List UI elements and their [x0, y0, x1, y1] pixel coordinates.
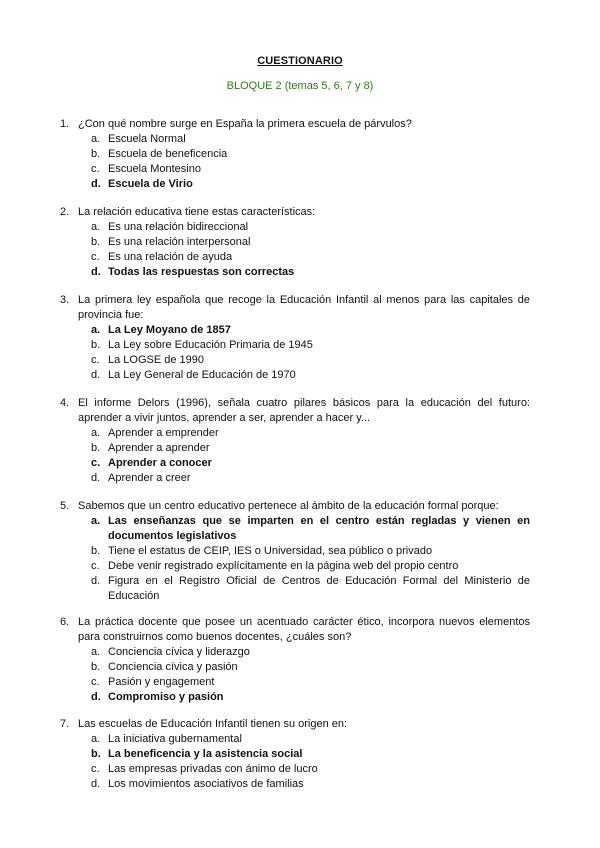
option-text: Tiene el estatus de CEIP, IES o Universidad, sea público o privado — [108, 545, 433, 557]
option-text: Escuela Montesino — [108, 163, 201, 175]
option-letter: c. — [91, 676, 100, 688]
answer-options — [60, 645, 530, 705]
question-text — [60, 717, 530, 732]
answer-option — [60, 471, 530, 486]
option-text: Conciencia cívica y liderazgo — [108, 646, 250, 658]
option-text: Todas las respuestas son correctas — [108, 266, 295, 278]
option-letter: b. — [91, 339, 101, 351]
answer-option-correct — [60, 456, 530, 471]
option-text: Compromiso y pasión — [108, 691, 224, 703]
option-text: La beneficencia y la asistencia social — [108, 748, 303, 760]
answer-option — [60, 645, 530, 660]
answer-option — [60, 368, 530, 383]
question-text — [60, 615, 530, 645]
option-text: La LOGSE de 1990 — [108, 354, 205, 366]
question-statement: La primera ley española que recoge la Educación Infantil al menos para las capitales de provincia fue: — [78, 294, 530, 321]
question-number: 5. — [60, 500, 70, 512]
option-text: Conciencia cívica y pasión — [108, 661, 238, 673]
option-letter: b. — [91, 442, 101, 454]
option-text: Escuela de beneficencia — [108, 148, 228, 160]
answer-option — [60, 732, 530, 747]
option-text: La Ley General de Educación de 1970 — [108, 369, 296, 381]
answer-options — [60, 426, 530, 486]
question-text — [60, 205, 530, 220]
option-letter: d. — [91, 472, 101, 484]
answer-option — [60, 338, 530, 353]
option-text: Las enseñanzas que se imparten en el centro están regladas y vienen en documentos legislativos — [108, 515, 530, 542]
option-text: Es una relación de ayuda — [108, 251, 233, 263]
answer-option — [60, 574, 530, 604]
option-text: La Ley Moyano de 1857 — [108, 324, 231, 336]
answer-option-correct — [60, 177, 530, 192]
question-number: 4. — [60, 397, 70, 409]
option-text: Los movimientos asociativos de familias — [108, 778, 304, 790]
option-text: Las empresas privadas con ánimo de lucro — [108, 763, 318, 775]
option-text: La Ley sobre Educación Primaria de 1945 — [108, 339, 313, 351]
option-letter: a. — [91, 324, 101, 336]
option-letter: d. — [91, 778, 101, 790]
question-block — [60, 615, 530, 705]
answer-option — [60, 544, 530, 559]
option-letter: a. — [91, 427, 101, 439]
answer-options — [60, 732, 530, 792]
answer-option — [60, 250, 530, 265]
answer-option — [60, 559, 530, 574]
option-letter: b. — [91, 148, 101, 160]
answer-option-correct — [60, 514, 530, 544]
answer-options — [60, 220, 530, 280]
option-letter: b. — [91, 748, 101, 760]
answer-option — [60, 147, 530, 162]
question-number: 6. — [60, 616, 70, 628]
option-text: Aprender a emprender — [108, 427, 219, 439]
option-letter: d. — [91, 575, 101, 587]
question-statement: El informe Delors (1996), señala cuatro pilares básicos para la educación del futuro: aprender a vivir juntos, aprender a ser, aprender a hacer y... — [78, 397, 530, 424]
question-number: 3. — [60, 294, 70, 306]
option-letter: b. — [91, 661, 101, 673]
option-letter: c. — [91, 763, 100, 775]
answer-option — [60, 660, 530, 675]
option-text: Aprender a creer — [108, 472, 191, 484]
question-block — [60, 117, 530, 192]
question-statement: ¿Con qué nombre surge en España la primera escuela de párvulos? — [78, 118, 412, 130]
option-letter: d. — [91, 369, 101, 381]
question-text — [60, 293, 530, 323]
option-letter: b. — [91, 236, 101, 248]
question-number: 2. — [60, 206, 70, 218]
answer-option-correct — [60, 265, 530, 280]
answer-option-correct — [60, 323, 530, 338]
option-letter: c. — [91, 163, 100, 175]
answer-option — [60, 675, 530, 690]
option-text: Escuela de Virio — [108, 178, 193, 190]
answer-option — [60, 235, 530, 250]
option-letter: c. — [91, 457, 101, 469]
question-block — [60, 717, 530, 792]
answer-options — [60, 323, 530, 383]
answer-option — [60, 441, 530, 456]
answer-option-correct — [60, 690, 530, 705]
option-text: Pasión y engagement — [108, 676, 215, 688]
answer-option — [60, 353, 530, 368]
answer-options — [60, 132, 530, 192]
option-text: Aprender a conocer — [108, 457, 212, 469]
document-subtitle: BLOQUE 2 (temas 5, 6, 7 y 8) — [226, 80, 374, 92]
option-letter: a. — [91, 515, 101, 527]
question-statement: Las escuelas de Educación Infantil tienen su origen en: — [78, 718, 348, 730]
option-text: Escuela Normal — [108, 133, 186, 145]
question-number: 7. — [60, 718, 70, 730]
question-text — [60, 396, 530, 426]
option-text: Debe venir registrado explícitamente en la página web del propio centro — [108, 560, 459, 572]
answer-option — [60, 162, 530, 177]
option-letter: d. — [91, 178, 101, 190]
question-block — [60, 293, 530, 383]
option-text: Es una relación bidireccional — [108, 221, 249, 233]
option-letter: c. — [91, 354, 100, 366]
option-text: Figura en el Registro Oficial de Centros de Educación Formal del Ministerio de Educación — [108, 575, 530, 602]
question-block — [60, 205, 530, 280]
option-letter: d. — [91, 266, 101, 278]
option-letter: a. — [91, 646, 101, 658]
question-statement: La relación educativa tiene estas características: — [78, 206, 316, 218]
option-text: Aprender a aprender — [108, 442, 210, 454]
option-letter: c. — [91, 560, 100, 572]
option-letter: d. — [91, 691, 101, 703]
answer-option — [60, 777, 530, 792]
question-text — [60, 499, 530, 514]
question-statement: Sabemos que un centro educativo pertenece al ámbito de la educación formal porque: — [78, 500, 499, 512]
question-text — [60, 117, 530, 132]
option-letter: a. — [91, 221, 101, 233]
answer-option — [60, 762, 530, 777]
option-letter: c. — [91, 251, 100, 263]
option-letter: b. — [91, 545, 101, 557]
question-number: 1. — [60, 118, 70, 130]
question-block — [60, 499, 530, 604]
option-letter: a. — [91, 733, 101, 745]
option-letter: a. — [91, 133, 101, 145]
question-block — [60, 396, 530, 486]
option-text: Es una relación interpersonal — [108, 236, 251, 248]
answer-option-correct — [60, 747, 530, 762]
document-title: CUESTIONARIO — [257, 55, 343, 67]
answer-option — [60, 426, 530, 441]
answer-option — [60, 132, 530, 147]
option-text: La iniciativa gubernamental — [108, 733, 242, 745]
answer-option — [60, 220, 530, 235]
answer-options — [60, 514, 530, 604]
question-statement: La práctica docente que posee un acentuado carácter ético, incorpora nuevos elementos para construirnos como buenos docentes, ¿cuáles son? — [78, 616, 530, 643]
